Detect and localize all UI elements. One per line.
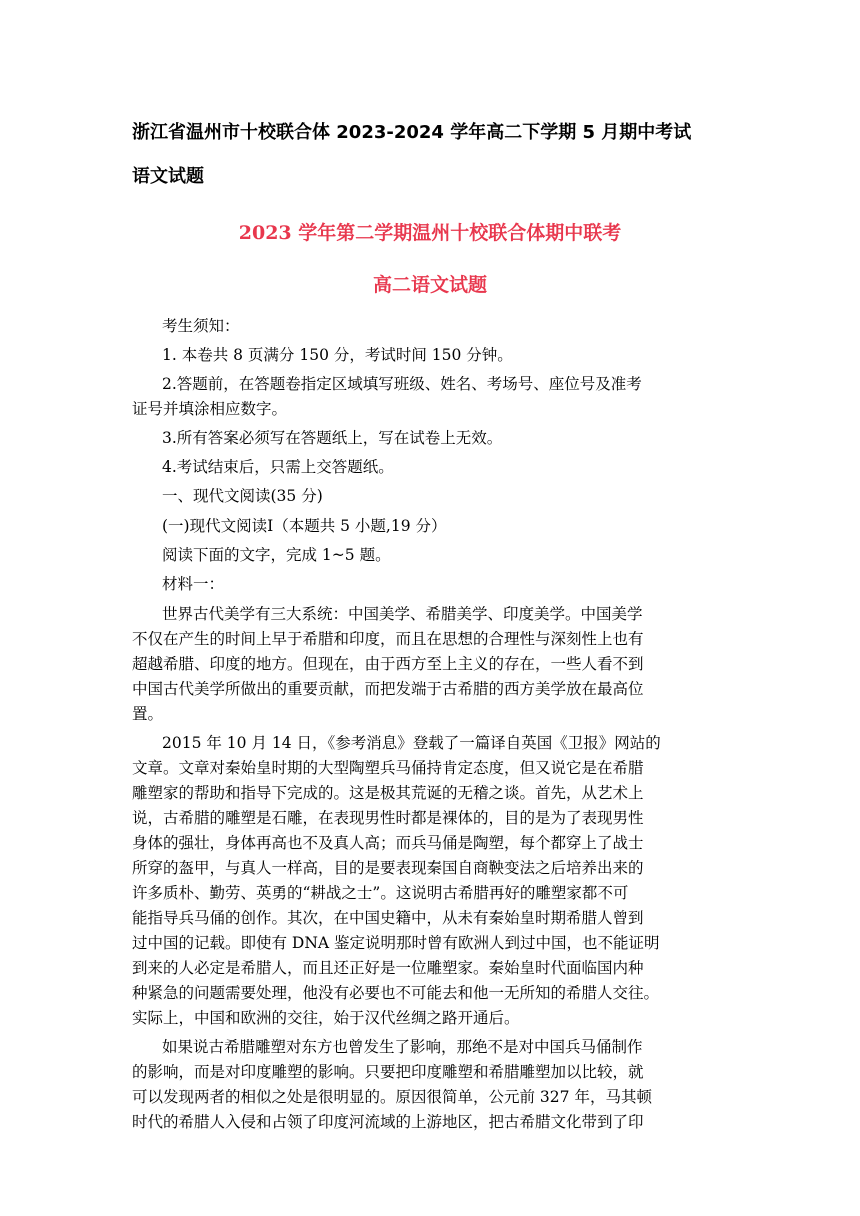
paragraph-line: 时代的希腊人入侵和占领了印度河流域的上游地区，把古希腊文化带到了印 xyxy=(132,1113,644,1131)
paragraph-line: 超越希腊、印度的地方。但现在，由于西方至上主义的存在，一些人看不到 xyxy=(132,655,644,673)
paragraph-line: 许多质朴、勤劳、英勇的“耕战之士”。这说明古希腊再好的雕塑家都不可 xyxy=(132,884,629,902)
document-title-line-1: 浙江省温州市十校联合体 2023-2024 学年高二下学期 5 月期中考试 xyxy=(132,122,692,143)
document-title-line-2: 语文试题 xyxy=(132,166,204,187)
instruction-line: 阅读下面的文字，完成 1~5 题。 xyxy=(162,546,391,564)
paragraph-line: 说，古希腊的雕塑是石雕，在表现男性时都是裸体的，目的是为了表现男性 xyxy=(132,809,644,827)
paragraph-line: 实际上，中国和欧洲的交往，始于汉代丝绸之路开通后。 xyxy=(132,1009,520,1027)
paragraph-line: 身体的强壮，身体再高也不及真人高；而兵马俑是陶塑，每个都穿上了战士 xyxy=(132,834,644,852)
paragraph-line: 雕塑家的帮助和指导下完成的。这是极其荒诞的无稽之谈。首先，从艺术上 xyxy=(132,784,644,802)
paragraph-line: 可以发现两者的相似之处是很明显的。原因很简单，公元前 327 年，马其顿 xyxy=(132,1088,652,1106)
subsection-heading: (一)现代文阅读Ⅰ（本题共 5 小题,19 分） xyxy=(162,517,447,535)
notice-item-4: 4.考试结束后，只需上交答题纸。 xyxy=(162,458,394,476)
section-heading: 一、现代文阅读(35 分) xyxy=(162,487,323,505)
material-label: 材料一： xyxy=(162,575,225,593)
paragraph-line: 2015 年 10 月 14 日，《参考消息》登载了一篇译自英国《卫报》网站的 xyxy=(162,734,661,752)
notice-item-3: 3.所有答案必须写在答题纸上，写在试卷上无效。 xyxy=(162,429,503,447)
notice-item-2-cont: 证号并填涂相应数字。 xyxy=(132,400,288,418)
paragraph-line: 不仅在产生的时间上早于希腊和印度，而且在思想的合理性与深刻性上也有 xyxy=(132,630,644,648)
paragraph-line: 过中国的记载。即使有 DNA 鉴定说明那时曾有欧洲人到过中国，也不能证明 xyxy=(132,934,660,952)
exam-title: 2023 学年第二学期温州十校联合体期中联考 xyxy=(238,222,622,244)
paragraph-line: 的影响，而是对印度雕塑的影响。只要把印度雕塑和希腊雕塑加以比较，就 xyxy=(132,1063,644,1081)
paragraph-line: 能指导兵马俑的创作。其次，在中国史籍中，从未有秦始皇时期希腊人曾到 xyxy=(132,909,644,927)
paragraph-line: 种紧急的问题需要处理，他没有必要也不可能去和他一无所知的希腊人交往。 xyxy=(132,984,660,1002)
paragraph-line: 到来的人必定是希腊人，而且还正好是一位雕塑家。秦始皇时代面临国内种 xyxy=(132,959,644,977)
exam-subtitle: 高二语文试题 xyxy=(372,274,487,296)
paragraph-line: 置。 xyxy=(132,705,164,723)
paragraph-line: 中国古代美学所做出的重要贡献，而把发端于古希腊的西方美学放在最高位 xyxy=(132,680,644,698)
paragraph-line: 所穿的盔甲，与真人一样高，目的是要表现秦国自商鞅变法之后培养出来的 xyxy=(132,859,644,877)
notice-item-1: 1. 本卷共 8 页满分 150 分，考试时间 150 分钟。 xyxy=(162,346,513,364)
paragraph-line: 如果说古希腊雕塑对东方也曾发生了影响，那绝不是对中国兵马俑制作 xyxy=(162,1038,643,1056)
notice-heading: 考生须知： xyxy=(162,317,240,335)
paragraph-line: 文章。文章对秦始皇时期的大型陶塑兵马俑持肯定态度，但又说它是在希腊 xyxy=(132,759,644,777)
paragraph-line: 世界古代美学有三大系统：中国美学、希腊美学、印度美学。中国美学 xyxy=(162,605,643,623)
notice-item-2: 2.答题前，在答题卷指定区域填写班级、姓名、考场号、座位号及准考 xyxy=(162,375,642,393)
